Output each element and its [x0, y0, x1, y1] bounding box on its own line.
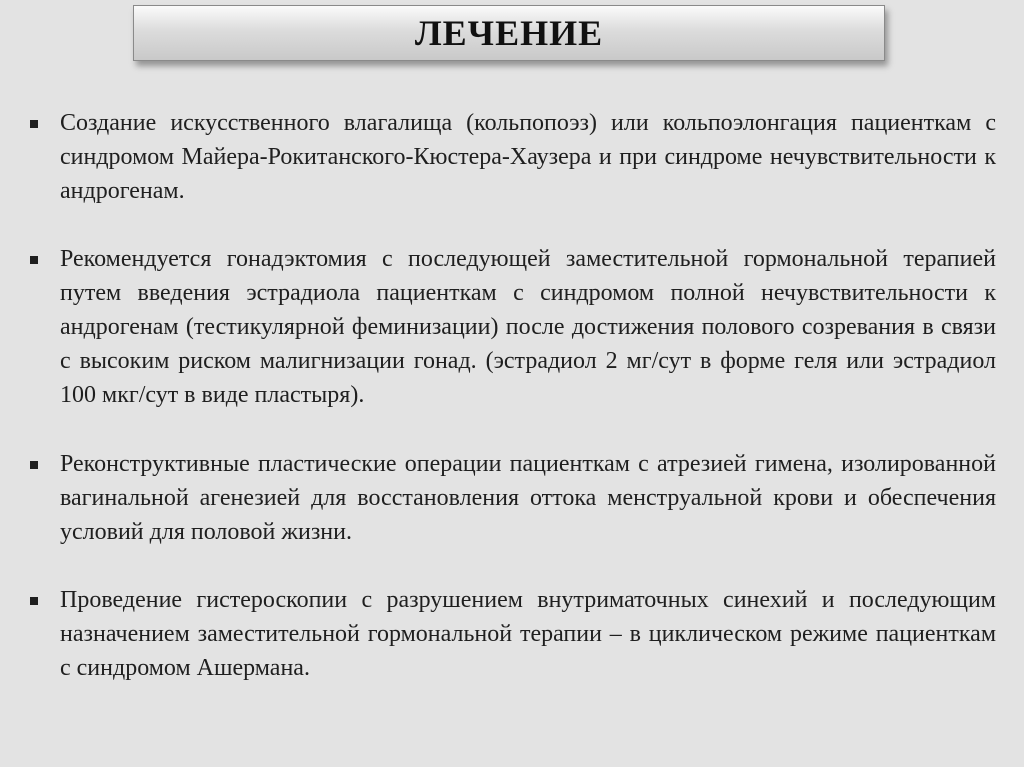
title-box — [133, 5, 885, 61]
list-item-text: Создание искусственного влагалища (кольпопоэз) или кольпоэлонгация пациенткам с синдромом Майера-Рокитанского-Кюстера-Хаузера и при синдроме нечувствительности к андрогенам. — [60, 110, 996, 204]
bullet-square-icon — [30, 583, 60, 617]
list-item — [30, 242, 996, 412]
list-item-text: Реконструктивные пластические операции пациенткам с атрезией гимена, изолированной вагинальной агенезией для восстановления оттока менструальной крови и обеспечения условий для половой жизни. — [60, 451, 996, 545]
list-item — [30, 583, 996, 685]
list-item — [30, 447, 996, 549]
slide-title: ЛЕЧЕНИЕ — [414, 13, 604, 53]
bullet-square-icon — [30, 447, 60, 481]
list-item — [30, 106, 996, 208]
bullet-list — [30, 106, 996, 685]
list-item-text: Рекомендуется гонадэктомия с последующей заместительной гормональной терапией путем введения эстрадиола пациенткам с синдромом полной нечувствительности к андрогенам (тестикулярной феминизации) после достижения полового созревания в связи с высоким риском малигнизации гонад. (эстрадиол 2 мг/сут в форме геля или эстрадиол 100 мкг/сут в виде пластыря). — [60, 246, 996, 408]
bullet-square-icon — [30, 242, 60, 276]
list-item-text: Проведение гистероскопии с разрушением внутриматочных синехий и последующим назначением заместительной гормональной терапии – в циклическом режиме пациенткам с синдромом Ашермана. — [60, 587, 996, 681]
bullet-square-icon — [30, 106, 60, 140]
